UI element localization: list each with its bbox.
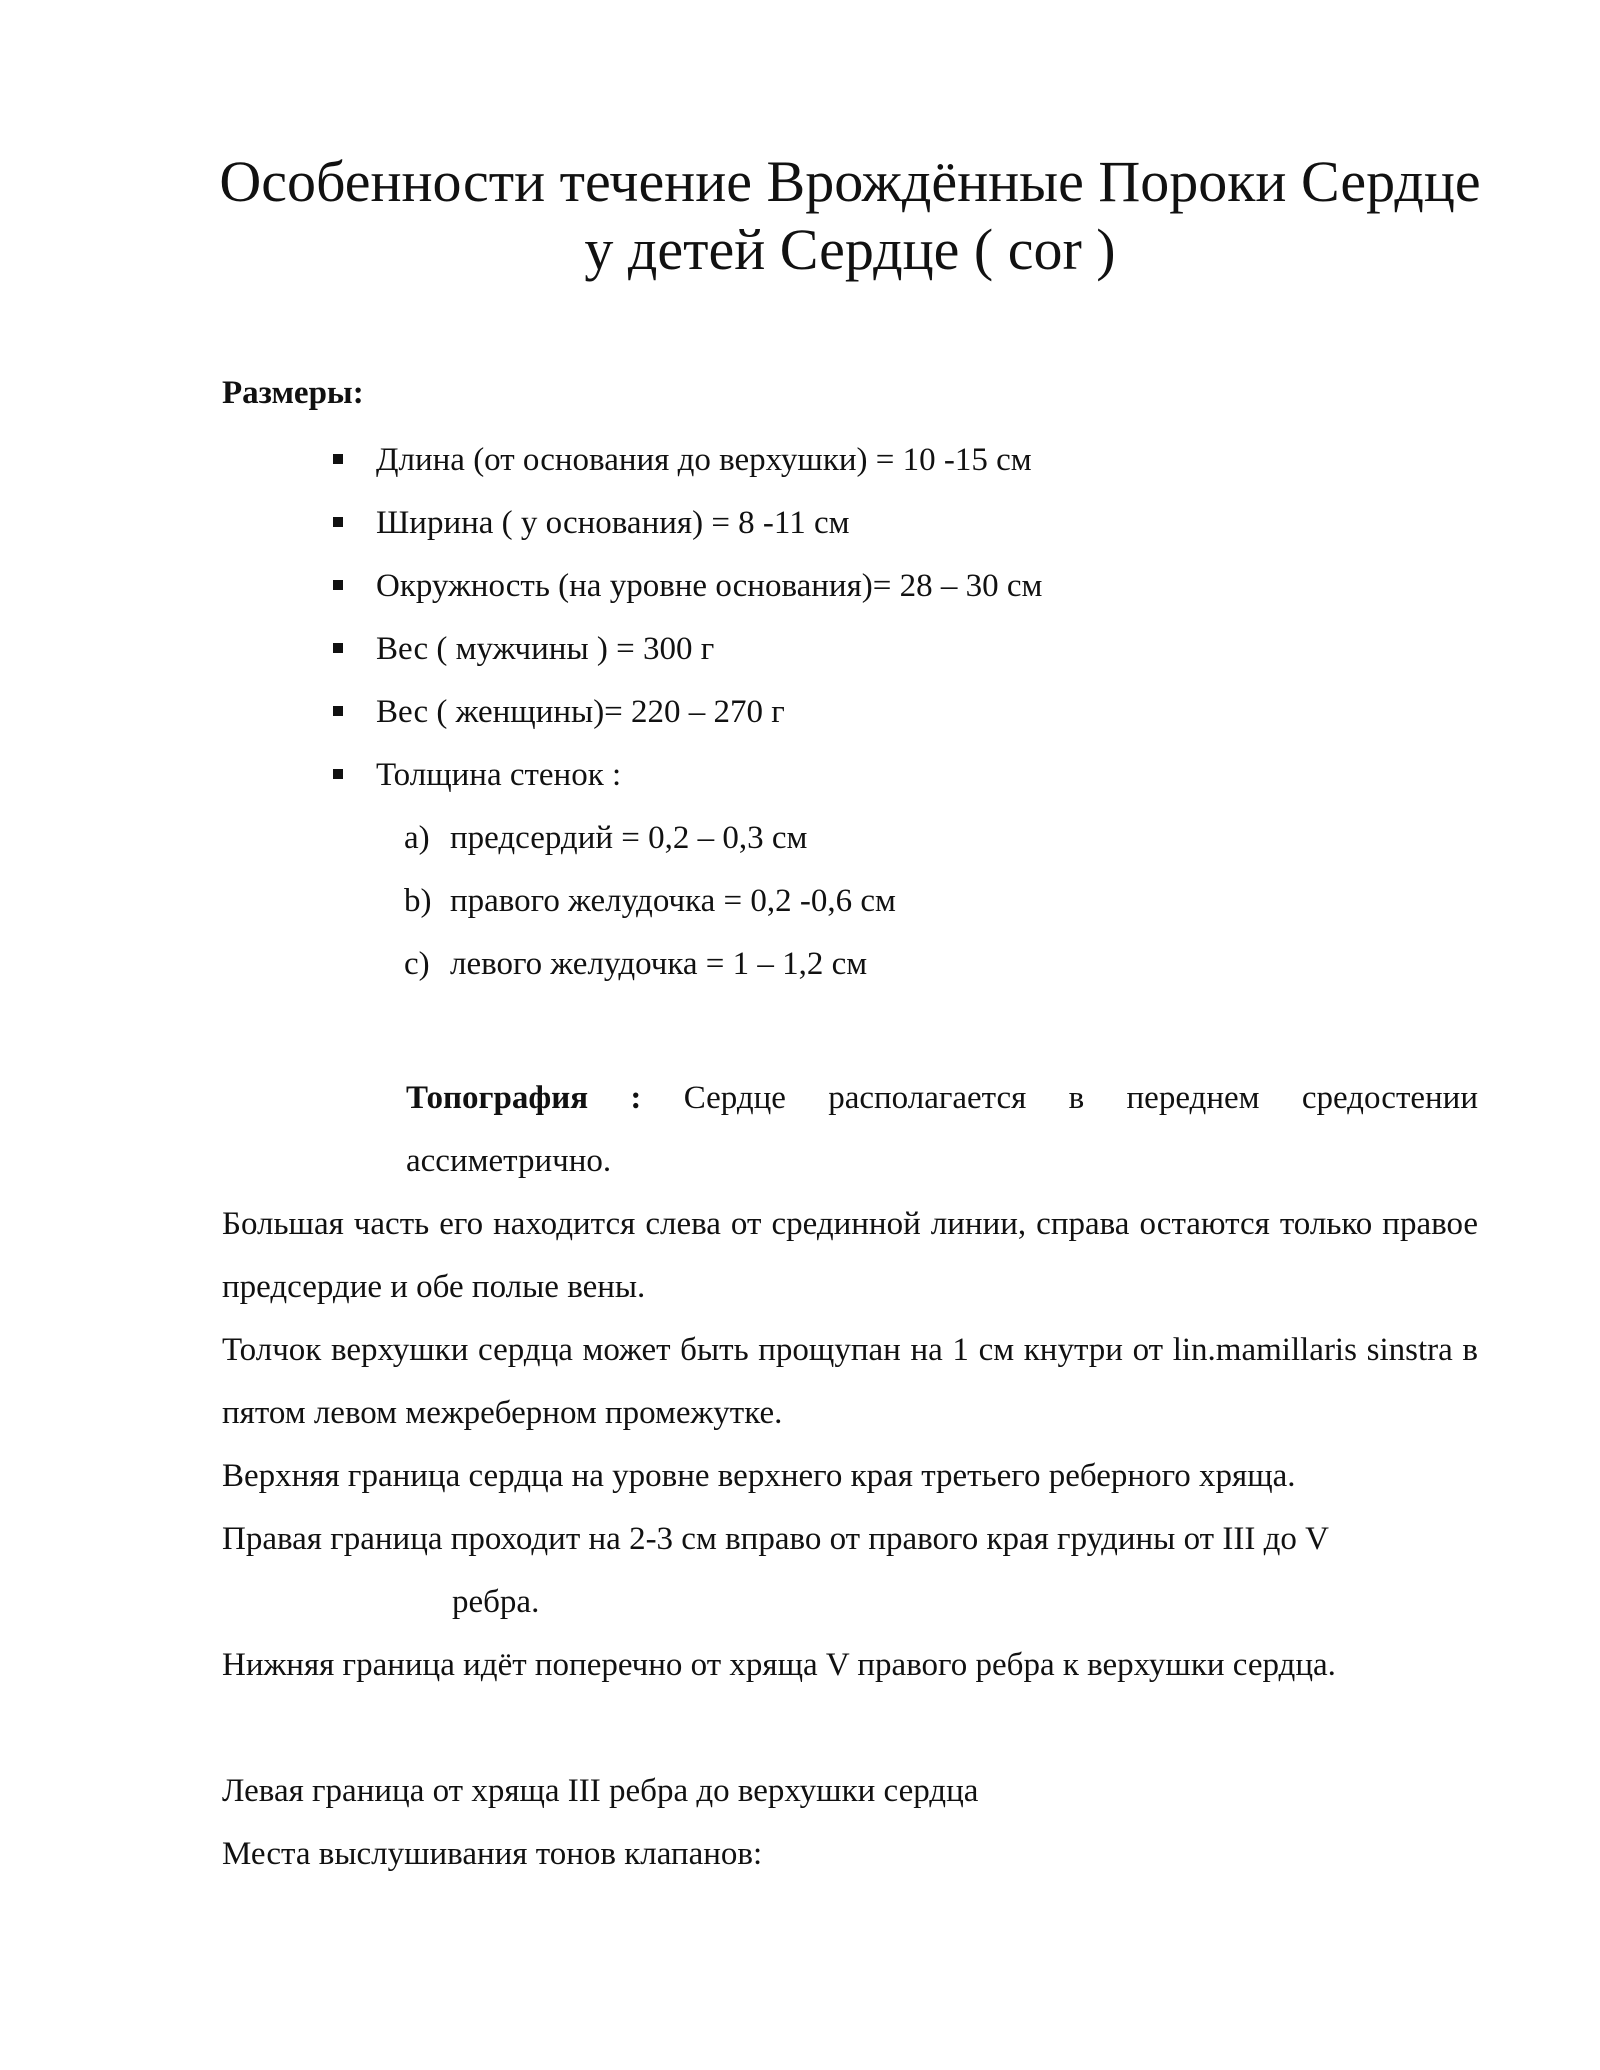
paragraph-apex-beat: Толчок верхушки сердца может быть прощупан на 1 см кнутри от lin.mamillaris sinstra в пятом левом межреберном промежутке.	[222, 1332, 1478, 1431]
paragraph-lower-border: Нижняя граница идёт поперечно от хряща V правого ребра к верхушки сердца.	[222, 1647, 1336, 1683]
sub-list-text: предсердий = 0,2 – 0,3 см	[450, 820, 808, 856]
paragraph-heart-position: Большая часть его находится слева от срединной линии, справа остаются только правое предсердие и обе полые вены.	[222, 1206, 1478, 1305]
sub-list-marker: a)	[404, 820, 430, 856]
list-item	[376, 692, 785, 732]
square-bullet-icon	[333, 769, 343, 779]
list-item-text: Окружность (на уровне основания)= 28 – 30 см	[376, 568, 1043, 604]
title-line-2: у детей Сердце ( cor )	[584, 217, 1116, 282]
square-bullet-icon	[333, 517, 343, 527]
paragraph-auscultation-points: Места выслушивания тонов клапанов:	[222, 1836, 763, 1872]
list-item-text: Вес ( женщины)= 220 – 270 г	[376, 694, 785, 730]
list-item-text: Ширина ( у основания) = 8 -11 см	[376, 505, 850, 541]
paragraph-left-border: Левая граница от хряща III ребра до верхушки сердца	[222, 1773, 979, 1809]
list-item	[376, 755, 621, 795]
sizes-heading: Размеры:	[222, 375, 364, 411]
topography-text: Сердце располагается в переднем средостении ассиметрично.	[406, 1080, 1478, 1179]
topography-paragraph	[406, 1067, 1478, 1193]
square-bullet-icon	[333, 643, 343, 653]
sub-list-text: правого желудочка = 0,2 -0,6 см	[450, 883, 896, 919]
sub-list-marker: c)	[404, 946, 430, 982]
list-item	[376, 566, 1042, 606]
paragraph-right-border: Правая граница проходит на 2-3 см вправо от правого края грудины от III до V	[222, 1521, 1329, 1557]
paragraph-right-border-continuation: ребра.	[452, 1584, 540, 1620]
title-line-1: Особенности течение Врождённые Пороки Сердце	[219, 149, 1481, 214]
list-item-text: Вес ( мужчины ) = 300 г	[376, 631, 715, 667]
list-item	[376, 503, 849, 543]
square-bullet-icon	[333, 580, 343, 590]
sub-list-text: левого желудочка = 1 – 1,2 см	[450, 946, 868, 982]
list-item-text: Толщина стенок :	[376, 757, 622, 793]
list-item-text: Длина (от основания до верхушки) = 10 -15 см	[376, 442, 1032, 478]
list-item	[376, 440, 1032, 480]
square-bullet-icon	[333, 454, 343, 464]
list-item	[376, 629, 714, 669]
paragraph-upper-border: Верхняя граница сердца на уровне верхнего края третьего реберного хряща.	[222, 1458, 1296, 1494]
square-bullet-icon	[333, 706, 343, 716]
page-title	[200, 148, 1500, 284]
topography-label: Топография :	[406, 1080, 642, 1116]
sub-list-marker: b)	[404, 883, 432, 919]
